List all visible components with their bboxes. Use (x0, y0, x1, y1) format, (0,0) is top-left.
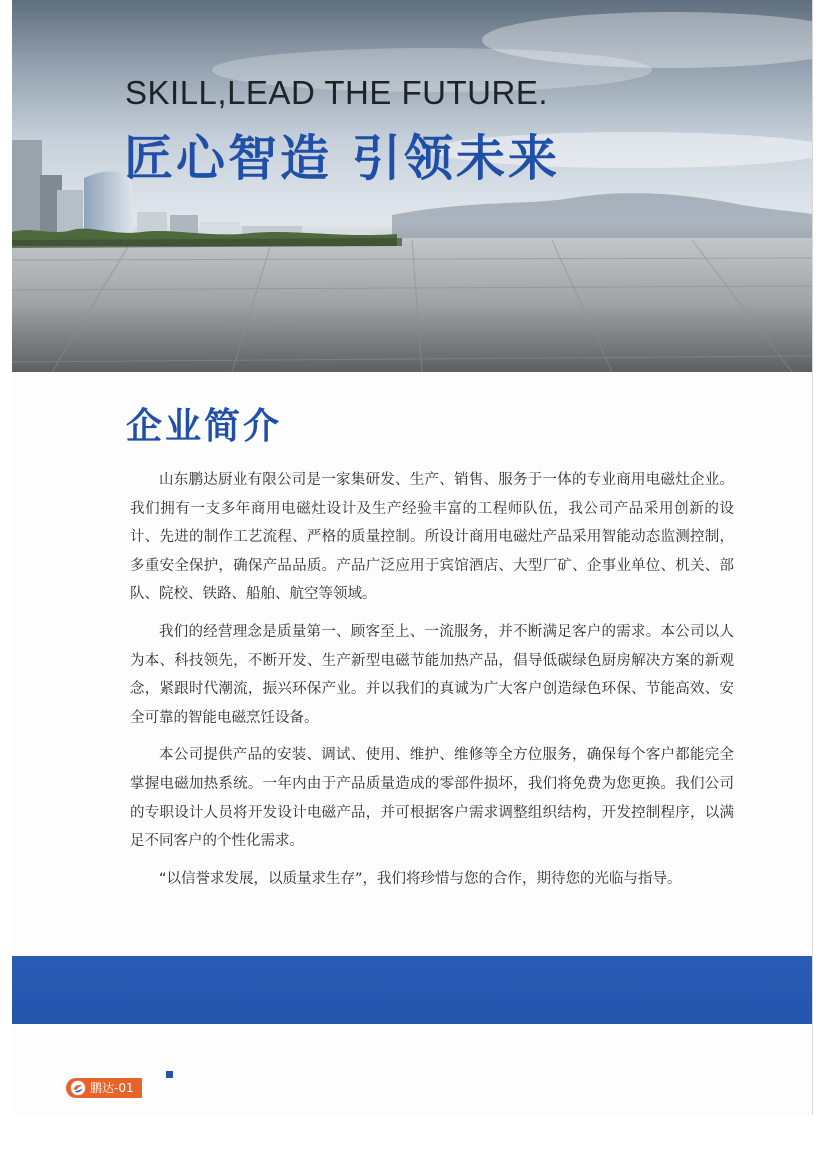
company-intro-text (130, 466, 734, 902)
intro-paragraph: 山东鹏达厨业有限公司是一家集研发、生产、销售、服务于一体的专业商用电磁灶企业。我们拥有一支多年商用电磁灶设计及生产经验丰富的工程师队伍，我公司产品采用创新的设计、先进的制作工艺流程、严格的质量控制。所设计商用电磁灶产品采用智能动态监测控制，多重安全保护，确保产品品质。产品广泛应用于宾馆酒店、大型厂矿、企事业单位、机关、部队、院校、铁路、船舶、航空等领域。 (130, 472, 734, 603)
page-number-tag (66, 1078, 142, 1098)
page-number-label: 鹏达-01 (90, 1081, 134, 1095)
page-sheet (12, 0, 812, 1115)
hero-banner (12, 0, 812, 372)
hero-chinese-title: 匠心智造 引领未来 (124, 130, 561, 187)
intro-paragraph: 我们的经营理念是质量第一、顾客至上、一流服务，并不断满足客户的需求。本公司以人为本、科技领先，不断开发、生产新型电磁节能加热产品，倡导低碳绿色厨房解决方案的新观念，紧跟时代潮流，振兴环保产业。并以我们的真诚为广大客户创造绿色环保、节能高效、安全可靠的智能电磁烹饪设备。 (130, 623, 734, 726)
intro-paragraph: “以信誉求发展，以质量求生存”，我们将珍惜与您的合作，期待您的光临与指导。 (159, 870, 682, 887)
intro-paragraph: 本公司提供产品的安装、调试、使用、维护、维修等全方位服务，确保每个客户都能完全掌握电磁加热系统。一年内由于产品质量造成的零部件损坏，我们将免费为您更换。我们公司的专职设计人员将开发设计电磁产品，并可根据客户需求调整组织结构，开发控制程序，以满足不同客户的个性化需求。 (130, 747, 734, 850)
hero-english-title: SKILL,LEAD THE FUTURE. (125, 74, 549, 111)
company-logo-icon (70, 1080, 86, 1096)
blue-decorative-band (12, 956, 812, 1024)
section-heading: 企业简介 (126, 406, 283, 447)
page-tag-accent (166, 1071, 173, 1078)
